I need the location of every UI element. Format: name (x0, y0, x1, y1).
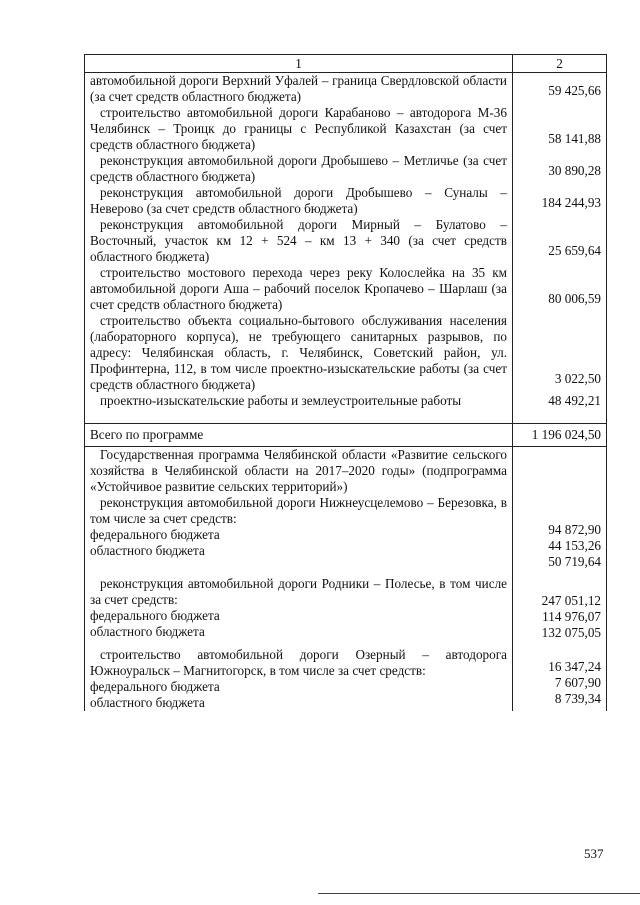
row-values (513, 576, 607, 647)
total-label: Всего по программе (85, 424, 513, 447)
row-values (513, 495, 607, 576)
row-description: реконструкция автомобильной дороги Дробышево – Метличье (за счет средств областного бюджета) (85, 153, 513, 185)
table-row (85, 495, 607, 576)
total-row (85, 424, 607, 447)
regional-amount: 132 075,05 (541, 625, 601, 640)
federal-amount: 7 607,90 (554, 675, 601, 690)
table-row (85, 105, 607, 153)
table-header-row (85, 55, 607, 73)
table-row (85, 576, 607, 647)
table-row (85, 393, 607, 415)
total-amount: 247 051,12 (541, 593, 601, 608)
total-value: 1 196 024,50 (513, 424, 607, 447)
page-number: 537 (584, 846, 604, 861)
federal-amount: 114 976,07 (542, 609, 601, 624)
budget-table (84, 54, 607, 711)
row-value: 184 244,93 (513, 185, 607, 217)
table-row (85, 73, 607, 106)
row-description: реконструкция автомобильной дороги Нижнеусцелемово – Березовка, в том числе за счет средств: федерального бюджета областного бюджета (85, 495, 513, 576)
table-row (85, 313, 607, 393)
row-value: 48 492,21 (513, 393, 607, 415)
federal-label: федерального бюджета (90, 679, 220, 694)
regional-amount: 50 719,64 (548, 554, 601, 569)
row-value: 59 425,66 (513, 73, 607, 106)
federal-amount: 44 153,26 (548, 538, 601, 553)
program-title: Государственная программа Челябинской области «Развитие сельского хозяйства в Челябинской области на 2017–2020 годы» (подпрограмма «Устойчивое развитие сельских территорий») (85, 447, 513, 496)
regional-label: областного бюджета (90, 543, 205, 558)
row-description: реконструкция автомобильной дороги Родники – Полесье, в том числе за счет средств: федерального бюджета областного бюджета (85, 576, 513, 647)
program-value-cell (513, 447, 607, 496)
total-amount: 94 872,90 (548, 522, 601, 537)
footer-divider (318, 893, 640, 894)
row-description: строительство мостового перехода через реку Колослейка на 35 км автомобильной дороги Аша – рабочий поселок Кропачево – Шарлаш (за счет средств областного бюджета) (85, 265, 513, 313)
row-description: реконструкция автомобильной дороги Дробышево – Суналы – Неверово (за счет средств областного бюджета) (85, 185, 513, 217)
regional-label: областного бюджета (90, 695, 205, 710)
row-description: автомобильной дороги Верхний Уфалей – граница Свердловской области (за счет средств областного бюджета) (85, 73, 513, 106)
federal-label: федерального бюджета (90, 527, 220, 542)
federal-label: федерального бюджета (90, 608, 220, 623)
regional-amount: 8 739,34 (554, 691, 601, 706)
row-description: строительство объекта социально-бытового обслуживания населения (лабораторного корпуса), не требующего санитарных разрывов, по адресу: Челябинская область, г. Челябинск, Советский район, ул. Профинтерна, 112, в том числе проектно-изыскательские работы (за счет средств областного бюджета) (85, 313, 513, 393)
row-description: строительство автомобильной дороги Карабаново – автодорога М-36 Челябинск – Троицк до границы с Республикой Казахстан (за счет средств областного бюджета) (85, 105, 513, 153)
total-amount: 16 347,24 (548, 659, 601, 674)
row-description: реконструкция автомобильной дороги Мирный – Булатово – Восточный, участок км 12 + 524 – км 13 + 340 (за счет средств областного бюджета) (85, 217, 513, 265)
regional-label: областного бюджета (90, 624, 205, 639)
row-value: 58 141,88 (513, 105, 607, 153)
table-row (85, 153, 607, 185)
row-value: 80 006,59 (513, 265, 607, 313)
table-row (85, 217, 607, 265)
table-row (85, 647, 607, 711)
row-description: строительство автомобильной дороги Озерный – автодорога Южноуральск – Магнитогорск, в том числе за счет средств: федерального бюджета областного бюджета (85, 647, 513, 711)
table-row (85, 185, 607, 217)
column-header-2: 2 (513, 55, 607, 73)
row-value: 25 659,64 (513, 217, 607, 265)
row-description: проектно-изыскательские работы и землеустроительные работы (85, 393, 513, 415)
row-value: 3 022,50 (513, 313, 607, 393)
program-row (85, 447, 607, 496)
column-header-1: 1 (85, 55, 513, 73)
row-value: 30 890,28 (513, 153, 607, 185)
spacer-row (85, 415, 607, 424)
table-row (85, 265, 607, 313)
row-values (513, 647, 607, 711)
